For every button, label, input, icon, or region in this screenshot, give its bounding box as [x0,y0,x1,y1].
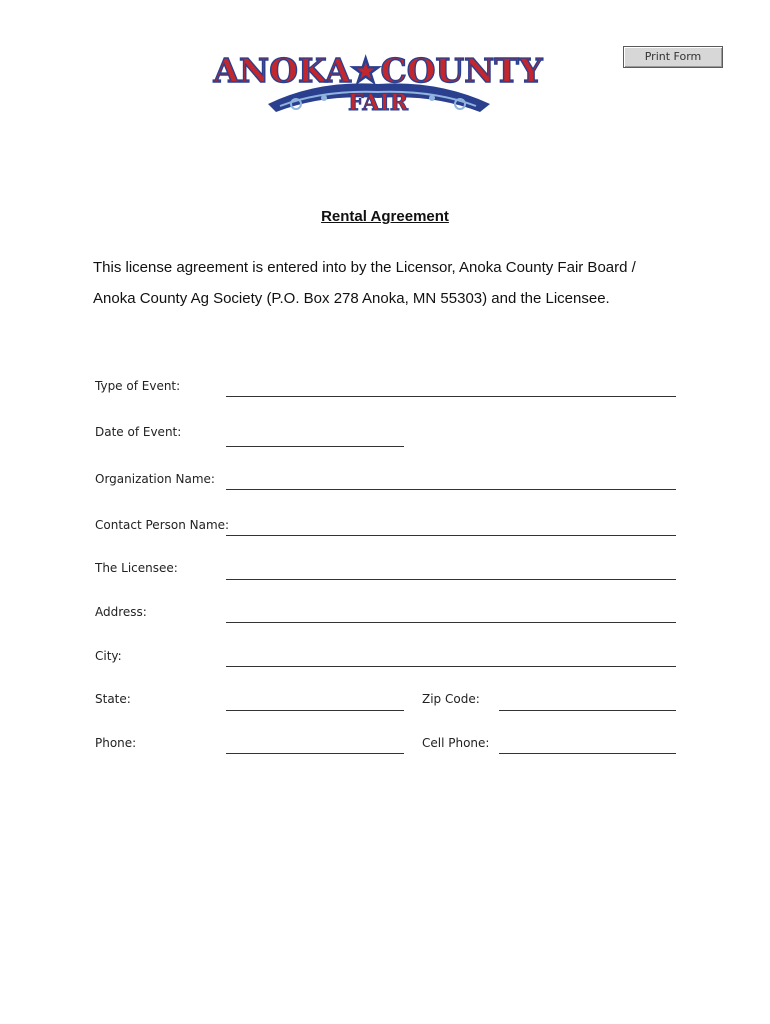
licensee-field[interactable] [226,579,676,580]
intro-line-2: Anoka County Ag Society (P.O. Box 278 Anoka, MN 55303) and the Licensee. [93,290,610,307]
date-of-event-label: Date of Event: [95,425,182,439]
anoka-county-fair-logo [213,40,543,118]
address-field[interactable] [226,622,676,623]
state-label: State: [95,692,131,706]
type-of-event-label: Type of Event: [95,379,181,393]
phone-label: Phone: [95,736,137,750]
print-form-button[interactable]: Print Form [623,46,723,68]
organization-name-label: Organization Name: [95,472,215,486]
zip-code-field[interactable] [499,710,676,711]
logo-title-text: ANOKA★COUNTY [213,51,543,90]
document-title: Rental Agreement [321,208,449,225]
intro-paragraph [93,252,693,314]
phone-field[interactable] [226,753,404,754]
cell-phone-field[interactable] [499,753,676,754]
type-of-event-field[interactable] [226,396,676,397]
state-field[interactable] [226,710,404,711]
date-of-event-field[interactable] [226,446,404,447]
licensee-label: The Licensee: [95,561,178,575]
logo-fair-text: FAIR [348,90,408,116]
zip-code-label: Zip Code: [422,692,480,706]
city-field[interactable] [226,666,676,667]
city-label: City: [95,649,122,663]
organization-name-field[interactable] [226,489,676,490]
address-label: Address: [95,605,147,619]
cell-phone-label: Cell Phone: [422,736,490,750]
intro-line-1: This license agreement is entered into by the Licensor, Anoka County Fair Board / [93,259,636,276]
contact-person-name-label: Contact Person Name: [95,518,230,532]
contact-person-name-field[interactable] [226,535,676,536]
